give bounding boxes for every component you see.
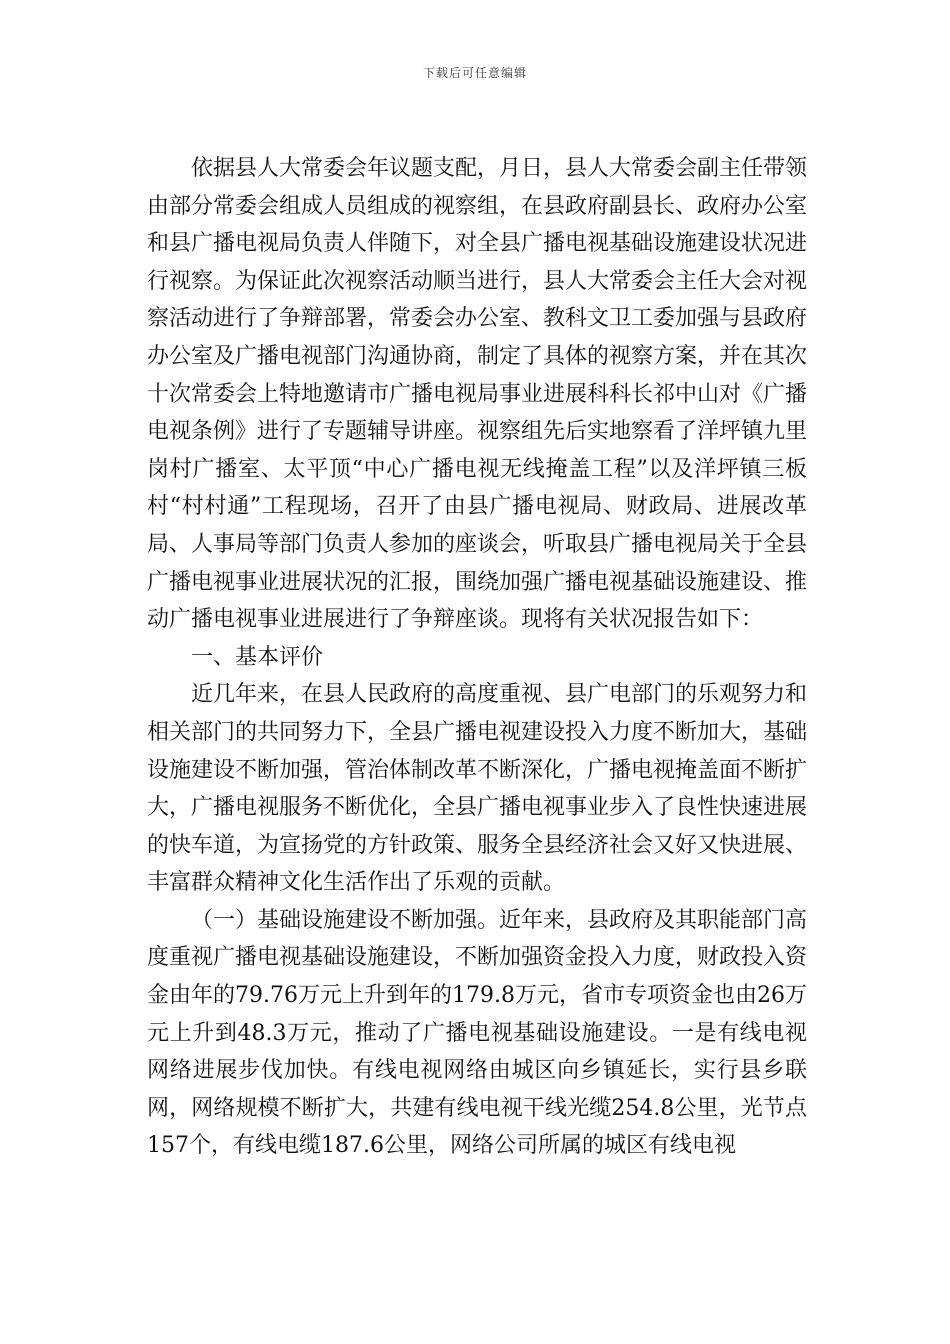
intro-paragraph: 依据县人大常委会年议题支配，月日，县人大常委会副主任带领由部分常委会组成人员组成的视察组，在县政府副县长、政府办公室和县广播电视局负责人伴随下，对全县广播电视基础设施建设状况进行视察。为保证此次视察活动顺当进行，县人大常委会主任大会对视察活动进行了争辩部署，常委会办公室、教科文卫工委加强与县政府办公室及广播电视部门沟通协商，制定了具体的视察方案，并在其次十次常委会上特地邀请市广播电视局事业进展科科长祁中山对《广播电视条例》进行了专题辅导讲座。视察组先后实地察看了洋坪镇九里岗村广播室、太平顶“中心广播电视无线掩盖工程”以及洋坪镇三板村“村村通”工程现场，召开了由县广播电视局、财政局、进展改革局、人事局等部门负责人参加的座谈会，听取县广播电视局关于全县广播电视事业进展状况的汇报，围绕加强广播电视基础设施建设、推动广播电视事业进展进行了争辩座谈。现将有关状况报告如下： (147, 156, 808, 633)
evaluation-paragraph: 近几年来，在县人民政府的高度重视、县广电部门的乐观努力和相关部门的共同努力下，全县广播电视建设投入力度不断加大，基础设施建设不断加强，管治体制改革不断深化，广播电视掩盖面不断扩大，广播电视服务不断优化，全县广播电视事业步入了良性快速进展的快车道，为宣扬党的方针政策、服务全县经济社会又好又快进展、丰富群众精神文化生活作出了乐观的贡献。 (147, 682, 808, 896)
page-header-note: 下载后可任意编辑 (422, 66, 527, 80)
section-heading-basic-evaluation: 一、基本评价 (191, 644, 324, 670)
document-body (147, 150, 807, 1165)
infrastructure-paragraph: （一）基础设施建设不断加强。近年来，县政府及其职能部门高度重视广播电视基础设施建设，不断加强资金投入力度，财政投入资金由年的79.76万元上升到年的179.8万元，省市专项资金也由26万元上升到48.3万元，推动了广播电视基础设施建设。一是有线电视网络进展步伐加快。有线电视网络由城区向乡镇延长，实行县乡联网，网络规模不断扩大，共建有线电视干线光缆254.8公里，光节点157个，有线电缆187.6公里，网络公司所属的城区有线电视 (147, 907, 808, 1159)
